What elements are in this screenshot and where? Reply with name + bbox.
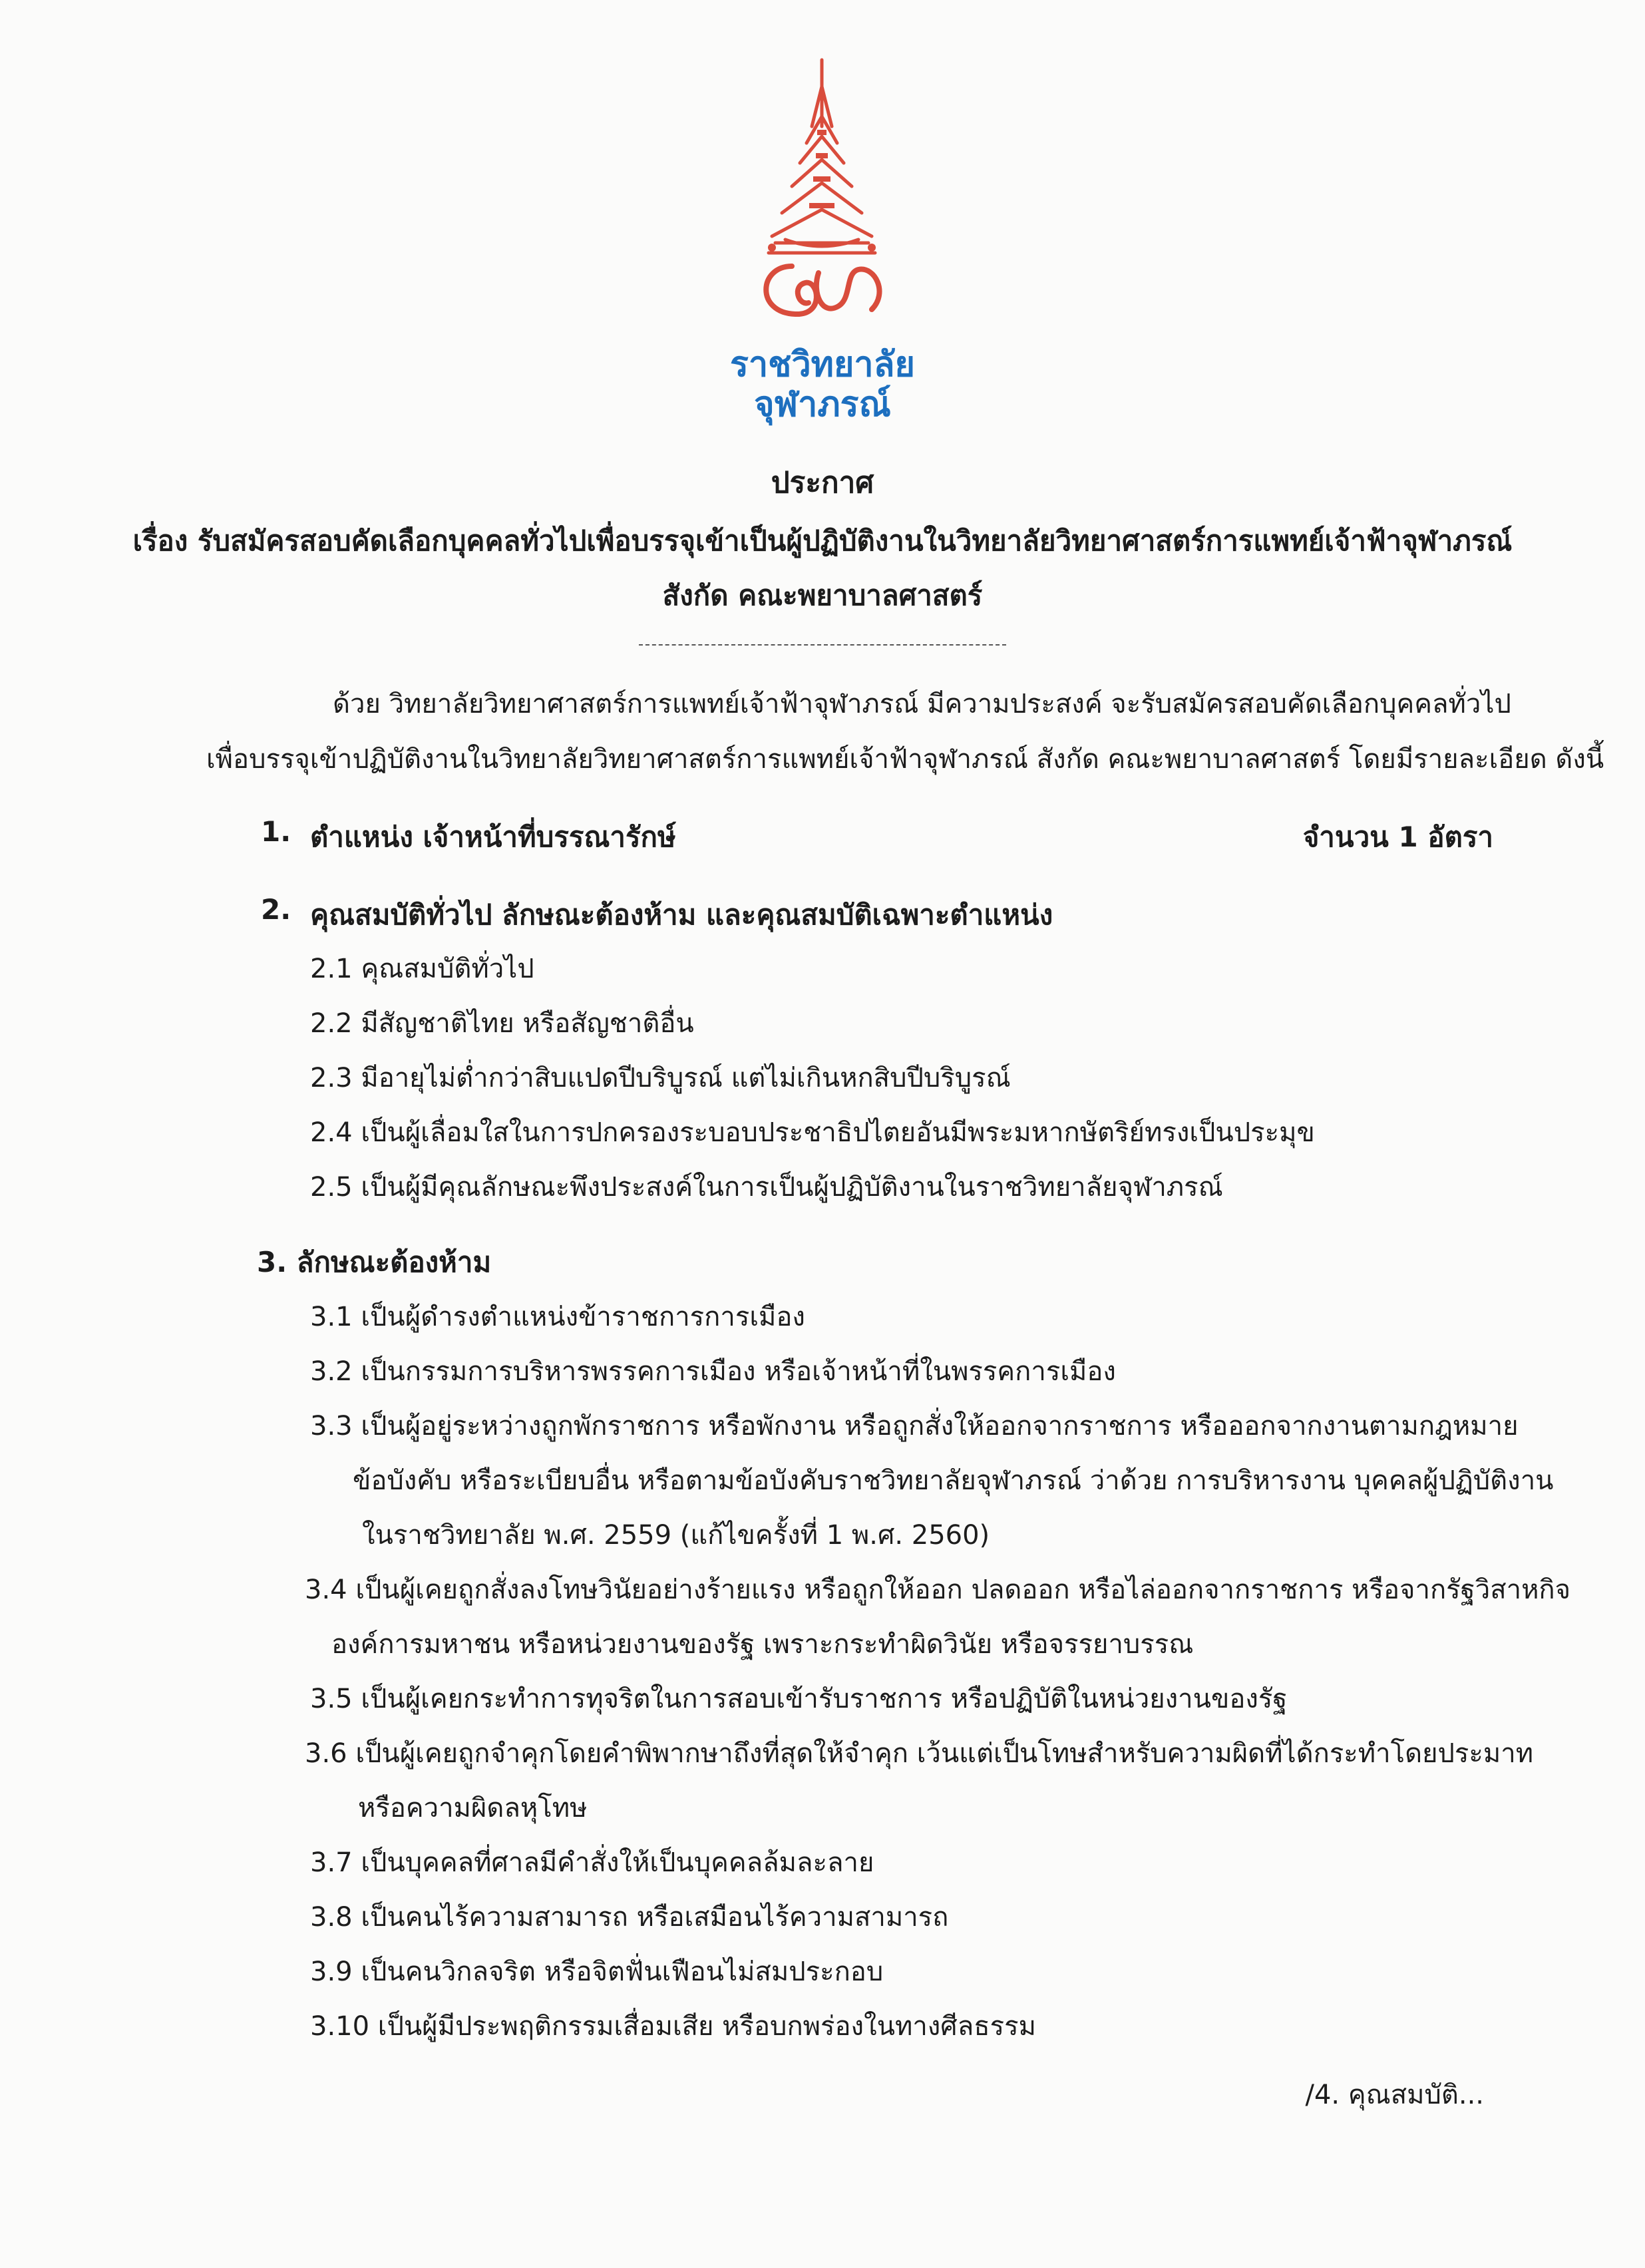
section3-item-continued: องค์การมหาชน หรือหน่วยงานของรัฐ เพราะกระทำผิดวินัย หรือจรรยาบรรณ <box>331 1629 1194 1660</box>
emblem-logo <box>745 53 898 319</box>
section2-item: 2.1 คุณสมบัติทั่วไป <box>310 954 534 984</box>
announcement-subject: เรื่อง รับสมัครสอบคัดเลือกบุคคลทั่วไปเพื่อบรรจุเข้าเป็นผู้ปฏิบัติงานในวิทยาลัยวิทยาศาสตร์การแพทย์เจ้าฟ้าจุฬาภรณ์ <box>132 524 1513 557</box>
continued-footer: /4. คุณสมบัติ... <box>1305 2080 1484 2110</box>
intro-line-1: ด้วย วิทยาลัยวิทยาศาสตร์การแพทย์เจ้าฟ้าจุฬาภรณ์ มีความประสงค์ จะรับสมัครสอบคัดเลือกบุคคลทั่วไป <box>333 689 1511 719</box>
section3-item: 3.6 เป็นผู้เคยถูกจำคุกโดยคำพิพากษาถึงที่สุดให้จำคุก เว้นแต่เป็นโทษสำหรับความผิดที่ได้กระทำโดยประมาท <box>305 1738 1534 1769</box>
section2-item: 2.4 เป็นผู้เลื่อมใสในการปกครองระบอบประชาธิปไตยอันมีพระมหากษัตริย์ทรงเป็นประมุข <box>310 1117 1315 1148</box>
section3-item: 3.10 เป็นผู้มีประพฤติกรรมเสื่อมเสีย หรือบกพร่องในทางศีลธรรม <box>310 2011 1036 2042</box>
section3-item: 3.1 เป็นผู้ดำรงตำแหน่งข้าราชการการเมือง <box>310 1302 805 1332</box>
section1-position: ตำแหน่ง เจ้าหน้าที่บรรณารักษ์ <box>310 821 676 853</box>
section3-item: 3.4 เป็นผู้เคยถูกสั่งลงโทษวินัยอย่างร้ายแรง หรือถูกให้ออก ปลดออก หรือไล่ออกจากราชการ หรือจากรัฐวิสาหกิจ <box>305 1575 1571 1605</box>
divider-line <box>639 644 1006 646</box>
section3-item-continued: หรือความผิดลหุโทษ <box>358 1793 588 1823</box>
section3-item-continued: ข้อบังคับ หรือระเบียบอื่น หรือตามข้อบังคับราชวิทยาลัยจุฬาภรณ์ ว่าด้วย การบริหารงาน บุคคลผู้ปฏิบัติงาน <box>353 1465 1554 1496</box>
org-name-line1: ราชวิทยาลัย <box>730 345 915 385</box>
announcement-title: ประกาศ <box>771 466 874 500</box>
section2-number: 2. <box>261 893 291 926</box>
section3-item: 3.5 เป็นผู้เคยกระทำการทุจริตในการสอบเข้ารับราชการ หรือปฏิบัติในหน่วยงานของรัฐ <box>310 1684 1288 1714</box>
intro-line-2: เพื่อบรรจุเข้าปฏิบัติงานในวิทยาลัยวิทยาศาสตร์การแพทย์เจ้าฟ้าจุฬาภรณ์ สังกัด คณะพยาบาลศาสตร์ โดยมีรายละเอียด ดังนี้ <box>206 744 1604 775</box>
announcement-affiliation: สังกัด คณะพยาบาลศาสตร์ <box>662 579 983 612</box>
section2-item: 2.3 มีอายุไม่ต่ำกว่าสิบแปดปีบริบูรณ์ แต่ไม่เกินหกสิบปีบริบูรณ์ <box>310 1063 1011 1093</box>
section2-item: 2.5 เป็นผู้มีคุณลักษณะพึงประสงค์ในการเป็นผู้ปฏิบัติงานในราชวิทยาลัยจุฬาภรณ์ <box>310 1172 1223 1203</box>
section3-item: 3.9 เป็นคนวิกลจริต หรือจิตฟั่นเฟือนไม่สมประกอบ <box>310 1957 884 1987</box>
section3-item: 3.3 เป็นผู้อยู่ระหว่างถูกพักราชการ หรือพักงาน หรือถูกสั่งให้ออกจากราชการ หรือออกจากงานตามกฎหมาย <box>310 1411 1519 1441</box>
section3-item: 3.8 เป็นคนไร้ความสามารถ หรือเสมือนไร้ความสามารถ <box>310 1902 949 1933</box>
section2-item: 2.2 มีสัญชาติไทย หรือสัญชาติอื่น <box>310 1008 694 1039</box>
section1-quota: จำนวน 1 อัตรา <box>1302 821 1493 853</box>
section3-heading: 3. ลักษณะต้องห้าม <box>257 1246 492 1278</box>
org-name-line2: จุฬาภรณ์ <box>754 385 891 425</box>
section3-item: 3.7 เป็นบุคคลที่ศาลมีคำสั่งให้เป็นบุคคลล้มละลาย <box>310 1847 874 1878</box>
section3-item: 3.2 เป็นกรรมการบริหารพรรคการเมือง หรือเจ้าหน้าที่ในพรรคการเมือง <box>310 1356 1116 1387</box>
section1-number: 1. <box>261 815 291 848</box>
section3-item-continued: ในราชวิทยาลัย พ.ศ. 2559 (แก้ไขครั้งที่ 1 พ.ศ. 2560) <box>362 1520 990 1551</box>
section2-heading: คุณสมบัติทั่วไป ลักษณะต้องห้าม และคุณสมบัติเฉพาะตำแหน่ง <box>310 898 1053 931</box>
